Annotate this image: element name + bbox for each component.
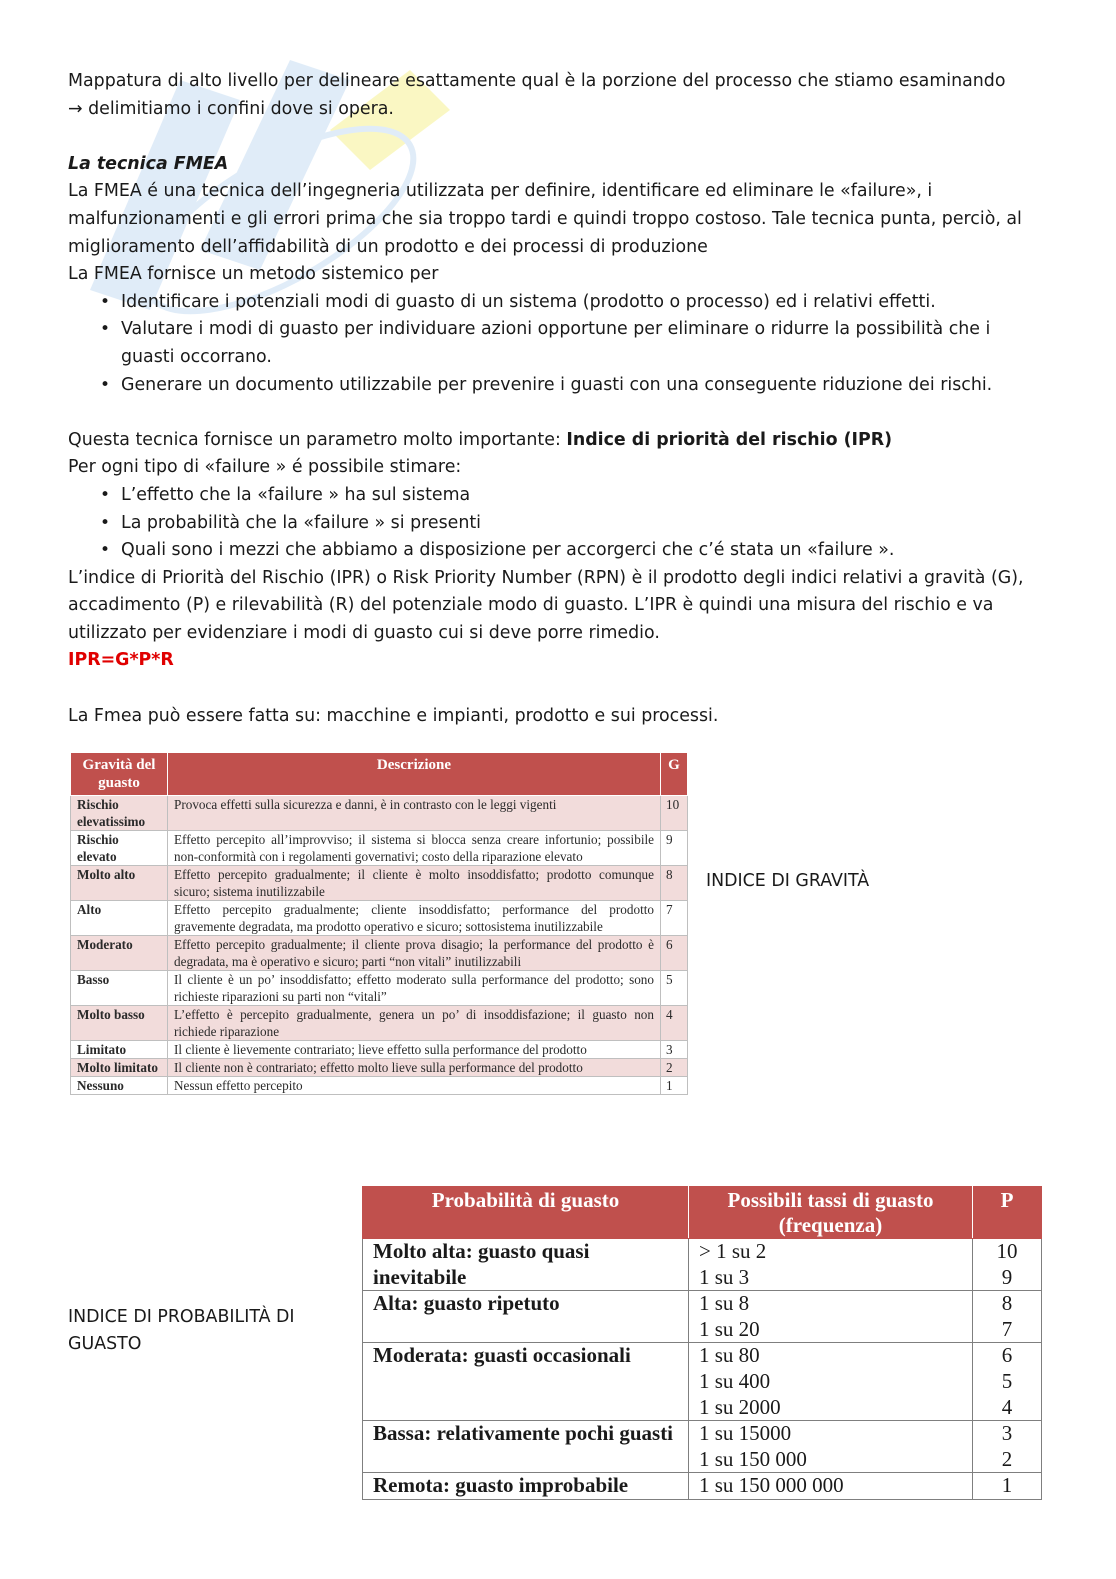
intro-line-1: Mappatura di alto livello per delineare esattamente qual è la porzione del processo che stiamo esaminando bbox=[68, 71, 1006, 91]
list-item: • La probabilità che la «failure » si presenti bbox=[68, 510, 1043, 538]
probability-rates bbox=[689, 1421, 973, 1473]
list-item: • Quali sono i mezzi che abbiamo a disposizione per accorgerci che c’é stata un «failure ». bbox=[68, 537, 1043, 565]
fmea-scope: La Fmea può essere fatta su: macchine e impianti, prodotto e sui processi. bbox=[68, 705, 719, 726]
ipr-intro bbox=[68, 427, 1043, 455]
table-row bbox=[71, 1059, 688, 1077]
severity-level: Nessuno bbox=[71, 1077, 168, 1095]
probability-rates bbox=[689, 1239, 973, 1291]
severity-g: 5 bbox=[661, 971, 688, 1006]
list-item: • L’effetto che la «failure » ha sul sistema bbox=[68, 482, 1043, 510]
severity-description: L’effetto è percepito gradualmente, genera un po’ di insoddisfazione; il guasto non richiede riparazione bbox=[168, 1006, 661, 1041]
probability-level: Alta: guasto ripetuto bbox=[363, 1291, 689, 1343]
table-row bbox=[71, 901, 688, 936]
probability-table bbox=[362, 1186, 1042, 1500]
table-row bbox=[71, 796, 688, 831]
severity-level: Basso bbox=[71, 971, 168, 1006]
intro-line-2-text: delimitiamo i confini dove si opera. bbox=[88, 98, 394, 119]
severity-g: 1 bbox=[661, 1077, 688, 1095]
table-row bbox=[71, 1077, 688, 1095]
severity-level: Molto basso bbox=[71, 1006, 168, 1041]
list-item: • Generare un documento utilizzabile per prevenire i guasti con una conseguente riduzione dei rischi. bbox=[68, 372, 1043, 400]
table-row bbox=[71, 936, 688, 971]
table-row bbox=[71, 1006, 688, 1041]
p-value: 3 bbox=[1001, 1421, 1013, 1446]
table-row bbox=[71, 971, 688, 1006]
ipr-estimate-list bbox=[68, 482, 1043, 565]
severity-description: Il cliente non è contrariato; effetto molto lieve sulla performance del prodotto bbox=[168, 1059, 661, 1077]
rate-value: 1 su 150 000 000 bbox=[699, 1473, 844, 1498]
fmea-method-intro: La FMEA fornisce un metodo sistemico per bbox=[68, 264, 439, 285]
rate-value: 1 su 150 000 bbox=[699, 1446, 807, 1471]
probability-header-level: Probabilità di guasto bbox=[363, 1187, 689, 1239]
ipr-intro-prefix: Questa tecnica fornisce un parametro molto importante: bbox=[68, 429, 567, 450]
p-value: 10 bbox=[996, 1239, 1018, 1263]
severity-header-g: G bbox=[661, 753, 688, 796]
severity-header-description: Descrizione bbox=[168, 753, 661, 796]
ipr-estimate-intro: Per ogni tipo di «failure » é possibile stimare: bbox=[68, 457, 462, 478]
rate-value: 1 su 400 bbox=[699, 1368, 771, 1393]
probability-table-container bbox=[362, 1186, 1042, 1500]
probability-rates bbox=[689, 1473, 973, 1500]
probability-level: Moderata: guasti occasionali bbox=[363, 1343, 689, 1421]
table-row bbox=[363, 1473, 1042, 1500]
ipr-intro-bold: Indice di priorità del rischio (IPR) bbox=[566, 429, 893, 450]
probability-p bbox=[973, 1473, 1042, 1500]
table-row bbox=[71, 1041, 688, 1059]
p-value: 6 bbox=[1001, 1343, 1013, 1368]
severity-g: 9 bbox=[661, 831, 688, 866]
severity-description: Effetto percepito all’improvviso; il sistema si blocca senza creare infortunio; possibile non-conformità con i regolamenti governativi; costo della riparazione elevato bbox=[168, 831, 661, 866]
table-row bbox=[363, 1291, 1042, 1343]
fmea-heading: La tecnica FMEA bbox=[68, 153, 229, 174]
arrow-right-icon: → bbox=[68, 98, 83, 119]
severity-table-header bbox=[71, 753, 688, 796]
p-value: 1 bbox=[1001, 1473, 1013, 1498]
probability-p bbox=[973, 1239, 1042, 1291]
severity-description: Effetto percepito gradualmente; il cliente è molto insoddisfatto; prodotto comunque sicuro; sistema inutilizzabile bbox=[168, 866, 661, 901]
probability-p bbox=[973, 1421, 1042, 1473]
severity-level: Rischio elevatissimo bbox=[71, 796, 168, 831]
probability-index-label-text: INDICE DI PROBABILITÀ DI GUASTO bbox=[68, 1307, 295, 1354]
severity-header-level: Gravità del guasto bbox=[71, 753, 168, 796]
probability-level: Molto alta: guasto quasi inevitabile bbox=[363, 1239, 689, 1291]
probability-header-p: P bbox=[973, 1187, 1042, 1239]
intro-line-2 bbox=[68, 96, 1043, 124]
p-value: 5 bbox=[1001, 1368, 1013, 1393]
rate-value: 1 su 15000 bbox=[699, 1421, 792, 1446]
probability-rates bbox=[689, 1291, 973, 1343]
severity-level: Alto bbox=[71, 901, 168, 936]
p-value: 2 bbox=[1001, 1446, 1013, 1471]
p-value: 9 bbox=[1001, 1264, 1013, 1289]
severity-index-label: INDICE DI GRAVITÀ bbox=[706, 871, 870, 891]
table-row bbox=[363, 1343, 1042, 1421]
probability-header-rates: Possibili tassi di guasto (frequenza) bbox=[689, 1187, 973, 1239]
severity-description: Provoca effetti sulla sicurezza e danni, è in contrasto con le leggi vigenti bbox=[168, 796, 661, 831]
probability-p bbox=[973, 1343, 1042, 1421]
severity-description: Il cliente è un po’ insoddisfatto; effetto moderato sulla performance del prodotto; sono richieste riparazioni su parti non “vitali” bbox=[168, 971, 661, 1006]
p-value: 8 bbox=[1001, 1291, 1013, 1316]
severity-g: 3 bbox=[661, 1041, 688, 1059]
rate-value: > 1 su 2 bbox=[699, 1239, 767, 1263]
severity-level: Molto alto bbox=[71, 866, 168, 901]
ipr-formula: IPR=G*P*R bbox=[68, 650, 174, 671]
rate-value: 1 su 3 bbox=[699, 1264, 750, 1289]
severity-level: Moderato bbox=[71, 936, 168, 971]
ipr-definition: L’indice di Priorità del Rischio (IPR) o Risk Priority Number (RPN) è il prodotto degli indici relativi a gravità (G), accadimento (P) e rilevabilità (R) del potenziale modo di guasto. L’IPR è quindi una misura del rischio e va utilizzato per evidenziare i modi di guasto cui si deve porre rimedio. bbox=[68, 567, 1024, 643]
table-row bbox=[363, 1421, 1042, 1473]
table-row bbox=[363, 1239, 1042, 1291]
p-value: 4 bbox=[1001, 1394, 1013, 1419]
severity-g: 8 bbox=[661, 866, 688, 901]
probability-table-header bbox=[363, 1187, 1042, 1239]
table-row bbox=[71, 831, 688, 866]
list-item: • Identificare i potenziali modi di guasto di un sistema (prodotto o processo) ed i relativi effetti. bbox=[68, 289, 1043, 317]
table-row bbox=[71, 866, 688, 901]
rate-value: 1 su 2000 bbox=[699, 1394, 781, 1419]
severity-g: 4 bbox=[661, 1006, 688, 1041]
fmea-method-list bbox=[68, 289, 1043, 399]
document-body bbox=[68, 68, 1043, 730]
severity-description: Effetto percepito gradualmente; il cliente prova disagio; la performance del prodotto è degradata, ma è operativo e sicuro; parti “non vitali” inutilizzabili bbox=[168, 936, 661, 971]
severity-table bbox=[70, 752, 688, 1095]
probability-index-label bbox=[68, 1304, 318, 1358]
severity-table-container bbox=[70, 752, 688, 1095]
probability-level: Remota: guasto improbabile bbox=[363, 1473, 689, 1500]
severity-g: 2 bbox=[661, 1059, 688, 1077]
rate-value: 1 su 8 bbox=[699, 1291, 750, 1316]
probability-p bbox=[973, 1291, 1042, 1343]
severity-level: Molto limitato bbox=[71, 1059, 168, 1077]
severity-level: Rischio elevato bbox=[71, 831, 168, 866]
severity-description: Il cliente è lievemente contrariato; lieve effetto sulla performance del prodotto bbox=[168, 1041, 661, 1059]
severity-g: 10 bbox=[661, 796, 688, 831]
p-value: 7 bbox=[1001, 1316, 1013, 1341]
severity-g: 6 bbox=[661, 936, 688, 971]
probability-rates bbox=[689, 1343, 973, 1421]
severity-level: Limitato bbox=[71, 1041, 168, 1059]
probability-level: Bassa: relativamente pochi guasti bbox=[363, 1421, 689, 1473]
fmea-paragraph: La FMEA é una tecnica dell’ingegneria utilizzata per definire, identificare ed eliminare le «failure», i malfunzionamenti e gli errori prima che sia troppo tardi e quindi troppo costoso. Tale tecnica punta, perciò, al miglioramento dell’affidabilità di un prodotto e dei processi di produzione bbox=[68, 181, 1022, 257]
severity-description: Nessun effetto percepito bbox=[168, 1077, 661, 1095]
severity-description: Effetto percepito gradualmente; cliente insoddisfatto; performance del prodotto gravemente degradata, ma prodotto operativo e sicuro; sottosistema inutilizzabile bbox=[168, 901, 661, 936]
list-item: • Valutare i modi di guasto per individuare azioni opportune per eliminare o ridurre la possibilità che i guasti occorrano. bbox=[68, 316, 1043, 371]
severity-g: 7 bbox=[661, 901, 688, 936]
rate-value: 1 su 20 bbox=[699, 1316, 760, 1341]
rate-value: 1 su 80 bbox=[699, 1343, 760, 1368]
